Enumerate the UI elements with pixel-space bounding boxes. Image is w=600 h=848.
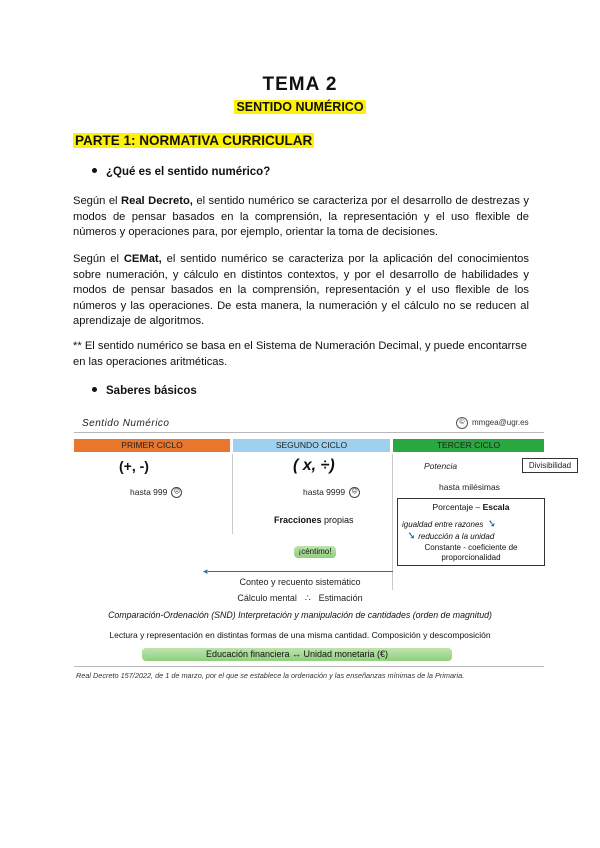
constante-text: Constante - coeficiente de proporcionalidad bbox=[424, 543, 518, 562]
p1-bold: Real Decreto, bbox=[121, 195, 193, 207]
cycle-1-header: PRIMER CICLO bbox=[74, 439, 230, 452]
bullet-what-is-label: ¿Qué es el sentido numérico? bbox=[106, 166, 271, 178]
cycle1-range bbox=[130, 487, 182, 498]
reduccion-text: reducción a la unidad bbox=[418, 532, 495, 541]
paragraph-real-decreto bbox=[73, 194, 529, 241]
escala-box bbox=[397, 498, 545, 566]
cycle1-operations: (+, -) bbox=[119, 458, 149, 474]
porcentaje-line bbox=[398, 502, 544, 512]
estimacion-text: Estimación bbox=[318, 593, 363, 603]
bullet-saberes bbox=[92, 385, 197, 397]
cycle2-range-text: hasta 9999 bbox=[303, 487, 346, 497]
figure-top-rule bbox=[74, 432, 544, 433]
divider-2-3 bbox=[392, 454, 393, 590]
porcentaje-text: Porcentaje – bbox=[432, 502, 483, 512]
therefore-icon: ∴ bbox=[304, 593, 311, 603]
p2-bold: CEMat, bbox=[123, 253, 162, 265]
page-title: TEMA 2 bbox=[262, 74, 338, 95]
figure-title: Sentido Numérico bbox=[82, 418, 170, 429]
p1-pre: Según el bbox=[73, 195, 122, 207]
calculo-line bbox=[0, 593, 600, 604]
part-title: PARTE 1: NORMATIVA CURRICULAR bbox=[75, 133, 313, 148]
figure-bottom-rule bbox=[74, 666, 544, 667]
cycle3-potencia: Potencia bbox=[424, 461, 458, 471]
cycle-2-header: SEGUNDO CICLO bbox=[233, 439, 390, 452]
fracciones-rest: propias bbox=[321, 515, 354, 525]
divider-1-2 bbox=[232, 454, 233, 534]
igualdad-text: igualdad entre razones bbox=[402, 520, 484, 529]
calculo-text: Cálculo mental bbox=[237, 593, 297, 603]
arrow-left-icon: ◂ bbox=[203, 566, 208, 576]
sad-face-icon: ☹ bbox=[349, 487, 360, 498]
p2-post: el sentido numérico se caracteriza por la aplicación del conocimientos sobre numeración, y cálculo en distintos contextos, y por el desarrollo de habilidades y modos de pensar basados en la comprensión, representación y el uso flexible de los números y las operaciones. De esta manera, la numeración y el cálculo no se reducen al aprendizaje de algoritmos. bbox=[73, 253, 529, 327]
bullet-saberes-label: Saberes básicos bbox=[106, 385, 197, 397]
cycle2-range bbox=[303, 487, 360, 498]
decreto-note: Real Decreto 157/2022, de 1 de marzo, por el que se establece la ordenación y las enseñanzas mínimas de la Primaria. bbox=[76, 671, 465, 680]
cycle2-operations: ( x, ÷) bbox=[293, 457, 335, 474]
paragraph-cemat bbox=[73, 252, 529, 330]
bullet-dot bbox=[92, 168, 97, 173]
centimo-badge: ¡céntimo! bbox=[294, 546, 336, 558]
paragraph-snd-note: ** El sentido numérico se basa en el Sistema de Numeración Decimal, y puede encontarrse en las operaciones aritméticas. bbox=[73, 340, 527, 368]
arrow-icon: ➘ bbox=[486, 518, 496, 530]
reduccion-line bbox=[406, 529, 494, 542]
lectura-text: Lectura y representación en distintas formas de una misma cantidad. Composición y descomposición bbox=[109, 630, 491, 640]
arrow-icon: ➘ bbox=[406, 530, 416, 542]
page-subtitle: SENTIDO NUMÉRICO bbox=[236, 100, 364, 114]
conteo-text: Conteo y recuento sistemático bbox=[239, 577, 361, 587]
cc-icon: © bbox=[456, 417, 468, 429]
p1-post: el sentido numérico se caracteriza por el desarrollo de destrezas y modos de pensar basados en la comprensión, la representación y el uso flexible de números y operaciones para, por ejemplo, orientar la toma de decisiones. bbox=[73, 195, 529, 238]
educacion-bar: Educación financiera ↔ Unidad monetaria (€) bbox=[142, 648, 452, 661]
arrow-line bbox=[208, 571, 393, 572]
cycle1-range-text: hasta 999 bbox=[130, 487, 168, 497]
cycle3-milesimas: hasta milésimas bbox=[439, 482, 500, 492]
p2-pre: Según el bbox=[73, 253, 124, 265]
comparacion-text: Comparación-Ordenación (SND) Interpretación y manipulación de cantidades (orden de magnitud) bbox=[108, 610, 492, 620]
bullet-what-is bbox=[92, 166, 270, 178]
divisibilidad-box: Divisibilidad bbox=[522, 458, 578, 473]
figure-credit bbox=[456, 417, 529, 429]
subtitle-wrap bbox=[0, 98, 600, 116]
cycle2-fracciones bbox=[274, 515, 354, 525]
figure-credit-text: mmgea@ugr.es bbox=[472, 418, 529, 428]
fracciones-bold: Fracciones bbox=[274, 515, 322, 525]
cycle-3-header: TERCER CICLO bbox=[393, 439, 544, 452]
escala-text: Escala bbox=[482, 502, 510, 512]
sad-face-icon: ☹ bbox=[171, 487, 182, 498]
bullet-dot bbox=[92, 387, 97, 392]
